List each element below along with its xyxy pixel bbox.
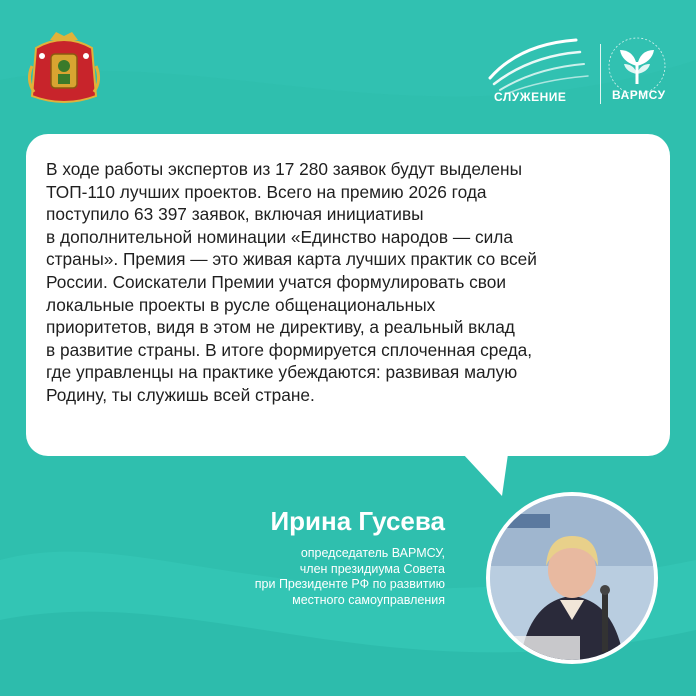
varmsu-logo-text: ВАРМСУ — [612, 88, 666, 102]
role-line: опредседатель ВАРМСУ, — [300, 546, 445, 560]
sluzhenie-logo-icon — [480, 36, 600, 116]
ryazan-coat-of-arms-icon — [22, 26, 106, 110]
quote-line: страны». Премия — это живая карта лучших практик со всей — [46, 249, 537, 270]
role-line: при Президенте РФ по развитию — [254, 577, 445, 591]
role-line: член президиума Совета — [299, 561, 445, 576]
portrait-illustration — [490, 496, 654, 660]
quote-text — [46, 158, 656, 407]
quote-line: в дополнительной номинации «Единство народов — сила — [46, 226, 513, 247]
quote-line: ТОП-110 лучших проектов. Всего на премию 2026 года — [46, 181, 487, 202]
role-line: местного самоуправления — [292, 592, 445, 607]
quote-line: приоритетов, видя в этом не директиву, а реальный вклад — [46, 317, 515, 338]
portrait-photo — [486, 492, 658, 664]
person-name: Ирина Гусева — [270, 506, 445, 536]
quote-line: где управленцы на практике убеждаются: развивая малую — [46, 362, 518, 383]
quote-line: поступило 63 397 заявок, включая инициативы — [46, 204, 424, 225]
quote-line: в развитие страны. В итоге формируется сплоченная среда, — [46, 339, 533, 360]
quote-line: локальные проекты в русле общенациональных — [46, 294, 436, 315]
sluzhenie-logo-text: СЛУЖЕНИЕ — [494, 90, 567, 104]
logo-divider — [600, 44, 601, 104]
quote-line: России. Соискатели Премии учатся формулировать свои — [46, 271, 507, 292]
quote-line: В ходе работы экспертов из 17 280 заявок будут выделены — [46, 159, 523, 179]
quote-line: Родину, ты служишь всей стране. — [46, 384, 315, 405]
quote-bubble-tail — [440, 440, 520, 500]
person-role — [185, 546, 445, 608]
